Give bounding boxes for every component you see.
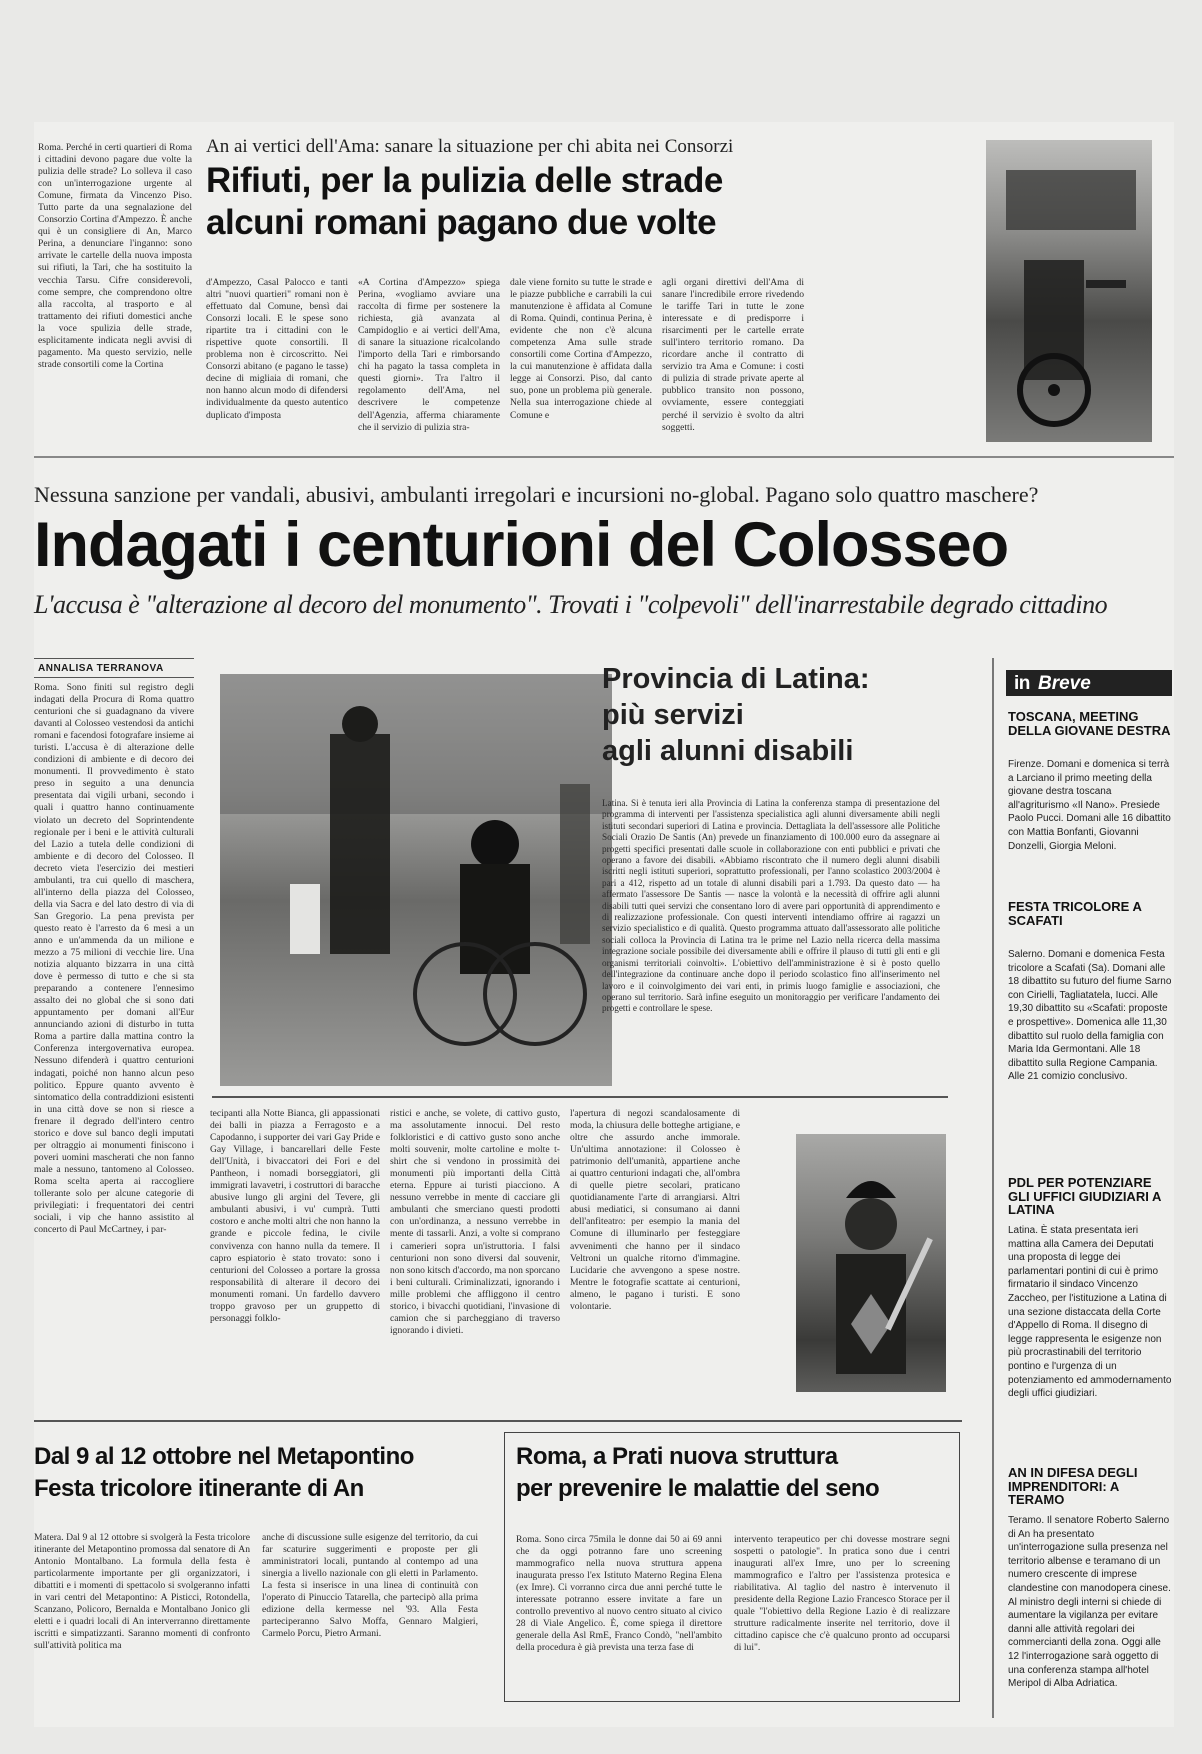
story3-headline-line3: agli alunni disabili xyxy=(602,735,854,767)
story5-col1: Roma. Sono circa 75mila le donne dai 50 ai 69 anni che da oggi potranno fare uno screening mammografico nella nuova struttura appena inaugurata presso l'ex Istituto Materno Regina Elena (ex Imre). Ci vorranno circa due anni perché tutte le interessate potranno essere invitate a fare un controllo preventivo al nuovo centro situato al civico 28 di Viale Angelico. È, come spiega il direttore generale della Asl RmE, Franco Condò, "nell'ambito della procedura è già prevista una terza fase di xyxy=(516,1534,722,1654)
lower-rule xyxy=(34,1420,962,1422)
brief1-head: TOSCANA, MEETING DELLA GIOVANE DESTRA xyxy=(1008,709,1171,738)
story2-subhead: L'accusa è "alterazione al decoro del monumento". Trovati i "colpevoli" dell'inarrestabile degrado cittadino xyxy=(34,590,1108,619)
story4-col2: anche di discussione sulle esigenze del territorio, da cui far scaturire suggerimenti e proposte per gli amministratori locali, puntando al contempo ad una sinergia a livello nazionale con gli eletti in Parlamento. La festa si inserisce in una linea di continuità con l'operato di Pinuccio Tatarella, che partecipò alla prima edizione della kermesse nel '93. Alla Festa parteciperanno Salvo Moffa, Gennaro Malgieri, Carmelo Porcu, Pietro Armani. xyxy=(262,1532,478,1640)
centurion-photo xyxy=(796,1134,946,1392)
byline-rule-bottom xyxy=(34,677,194,678)
story1-headline-line1: Rifiuti, per la pulizia delle strade xyxy=(206,161,723,200)
story5-headline-line1: Roma, a Prati nuova struttura xyxy=(516,1443,838,1470)
in-breve-banner xyxy=(1006,670,1172,696)
story2-col2: tecipanti alla Notte Bianca, gli appassionati dei balli in piazza a Ferragosto e a Capodanno, i supporter dei vari Gay Pride e Gay Village, i bancarellari delle Feste dell'Unità, i bivaccatori dei Fori e del Pantheon, i nomadi borseggiatori, gli immigrati lavavetri, i costruttori di baracche abusive lungo gli argini del Tevere, gli ambulanti abusivi, i vu' cumprà. Tutti costoro e anche molti altri che non hanno la grande e piccole fedina, le civile convivenza con hanno nulla da temere. Il capro espiatorio è stato trovato: sono i centurioni del Colosseo a portare la grossa responsabilità di alterare il decoro dei monumenti romani. Un fardello davvero troppo gravoso per un gruppetto di personaggi folklo- xyxy=(210,1108,380,1324)
divider xyxy=(34,456,1174,458)
story2-col4: l'apertura di negozi scandalosamente di moda, la chiusura delle botteghe artigiane, e oltre che assurdo anche immorale. Un'ultima annotazione: il Colosseo è patrimonio dell'umanità, appartiene anche ai quattro centurioni indagati che, all'ombra di quelle pietre secolari, praticano quotidianamente l'arte di arrangiarsi. Altri abusi mediatici, si consumano ai danni dell'anfiteatro: per esempio la mania del Comune di illuminarlo per festeggiare avvenimenti che hanno per il sindaco Veltroni un qualche ritorno d'immagine. Lucidarie che avvengono a spese nostre. Mentre le fotografie scattate ai centurioni, almeno, le pagano i turisti. E sono volontarie. xyxy=(570,1108,740,1312)
story3-body: Latina. Si è tenuta ieri alla Provincia di Latina la conferenza stampa di presentazione del programma di interventi per l'assistenza specialistica agli alunni diversamente abili negli istituti secondari superiori di Latina e provincia. Dettagliata la dell'assessore alle Politiche Sociali Orazio De Santis (An) prevede un finanziamento di 100.000 euro da assegnare ai progetti specifici presentati dalle scuole in collaborazione con enti pubblici e privati che operano a favore dei disabili. «Abbiamo riscontrato che il numero degli alunni disabili iscritti negli istituti superiori, soprattutto professionali, per l'anno scolastico 2003/2004 è pari a 412, rispetto ad un totale di alunni disabili pari a 1.793. Da questo dato — ha affermato l'assessore De Santis — nasce la volontà e la necessità di offrire agli alunni disabili tutti quei servizi che consentano loro di avere pari opportunità di apprendimento e di realizzazione professionale. Con questi interventi intendiamo offrire ai ragazzi un servizio specialistico e di qualità. Questo programma attuato dall'assessorato alle politiche sociali colloca la Provincia di Latina tra le prime nel Lazio nella ricerca della massima integrazione sociale possibile dei diversamente abili e offrire il plauso di tutti gli enti e gli organismi territoriali coinvolti». L'obiettivo dell'amministrazione è si è posto quello dell'integrazione da continuare anche dopo il periodo scolastico fino all'inserimento nel lavoro e il coinvolgimento dei vari enti, in primis luogo famiglie e associazioni, che operano sul territorio. Sarà infine eseguito un monitoraggio per verificare l'andamento dei progetti e controllare le spese. xyxy=(602,798,940,1014)
wheelchair-photo-graphic xyxy=(220,674,612,1086)
in-breve-label: Breve xyxy=(1038,673,1091,694)
story1-col5: agli organi direttivi dell'Ama di sanare l'incredibile errore rivedendo le tariffe Tari in tutte le zone interessate e di predisporre i risarcimenti per le cartelle errate sull'intero territorio romano. Da ricordare anche il contratto di servizio tra Ama e Comune: i costi di pulizia di strade private aperte al pubblico transito non possono, ovviamente, essere conteggiati perché il servizio è svolto da altri soggetti. xyxy=(662,277,804,433)
brief3-head: PDL PER POTENZIARE GLI UFFICI GIUDIZIARI A LATINA xyxy=(1008,1175,1161,1217)
story5-headline-line2: per prevenire le malattie del seno xyxy=(516,1475,880,1502)
story2-kicker: Nessuna sanzione per vandali, abusivi, ambulanti irregolari e incursioni no-global. Pagano solo quattro maschere? xyxy=(34,482,1039,507)
brief1-body: Firenze. Domani e domenica si terrà a Larciano il primo meeting della giovane destra toscana all'agriturismo «Il Nano». Presiede Paolo Pucci. Domani alle 16 dibattito con Mattia Bonfanti, Giovanni Donzelli, Giorgia Meloni. xyxy=(1008,759,1171,852)
brief3-body: Latina. È stata presentata ieri mattina alla Camera dei Deputati una proposta di legge dei parlamentari pontini di cui è primo firmatario il sindaco Vincenzo Zaccheo, per l'istituzione a Latina di una sezione distaccata della Corte d'Appello di Roma. Il disegno di legge rappresenta le esigenze non più procrastinabili del territorio pontino e l'urgenza di un potenziamento ed ammodernamento degli uffici giudiziari. xyxy=(1008,1225,1172,1400)
story5-col2: intervento terapeutico per chi dovesse mostrare segni sospetti o patologie". In pratica sono due i centri inaugurati all'ex Imre, uno per lo screening mammografico e l'altro per l'assistenza protesica e riabilitativa. Al taglio del nastro è intervenuto il presidente della Regione Lazio Francesco Storace per il quale "l'obiettivo della Regione Lazio è di realizzare strutture radicalmente inserite nel territorio, dove il cittadino capisce che c'è qualcuno pronto ad occuparsi di lui". xyxy=(734,1534,950,1654)
story1-kicker: An ai vertici dell'Ama: sanare la situazione per chi abita nei Consorzi xyxy=(206,136,734,157)
centurion-photo-graphic xyxy=(796,1134,946,1392)
newspaper-page xyxy=(34,122,1174,1727)
story2-col3: ristici e anche, se volete, di cattivo gusto, ma assolutamente innocui. Del resto folkloristici e di cattivo gusto sono anche molti souvenir, molte cartoline e molte t-shirt che si vendono in prossimità dei monumenti più importanti della Città eterna. Eppure ai turisti piacciono. A nessuno verrebbe in mente di cacciare gli ambulanti che smerciano questi prodotti con un'ordinanza, a nessuno verrebbe in mente di tassarli. Anzi, a volte si comprano i camerieri sopra un'istruttoria. I falsi centurioni non sono diversi dal souvenir, non sono kitsch d'accordo, ma non sporcano i beni culturali. Criminalizzati, ignorando i mille problemi che affliggono il centro storico, i bivacchi quotidiani, l'invasione di camion che si parcheggiano di traverso ignorando i divieti. xyxy=(390,1108,560,1336)
story1-col4: dale viene fornito su tutte le strade e le piazze pubbliche e carrabili la cui manutenzione è affidata al Comune di Roma. Quindi, continua Perina, è evidente che non c'è alcuna competenza Ama sulle strade consortili come Cortina d'Ampezzo, la cui manutenzione è affidata dalla legge ai Consorzi. Piso, dal canto suo, pone un problema più generale. Nella sua interrogazione chiede al Comune e xyxy=(510,277,652,421)
wheelchair-photo xyxy=(220,674,612,1086)
story4-col1: Matera. Dal 9 al 12 ottobre si svolgerà la Festa tricolore itinerante del Metapontino promossa dal senatore di An Antonio Montalbano. La formula della festa è particolarmente importante per gli organizzatori, i dibattiti e i momenti di spettacolo si svolgeranno infatti in vari centri del Metapontino: A Pisticci, Rotondella, Scanzano, Policoro, Bernalda e Montalbano Jonico gli eletti e i quadri locali di An interverranno direttamente iscritti e simpatizzanti. Saranno momenti di confronto sull'attività politica ma xyxy=(34,1532,250,1652)
story1-col2: d'Ampezzo, Casal Palocco e tanti altri "nuovi quartieri" romani non è effettuato dal Comune, bensì dai Consorzi locali. E le spese sono ripartite tra i cittadini con le rispettive quote consortili. Il problema non è circoscritto. Nei Consorzi abitano (e pagano le tasse) decine di migliaia di romani, che non hanno alcun modo di difendersi individualmente da questo autentico duplicato d'imposta xyxy=(206,277,348,421)
story4-headline-line2: Festa tricolore itinerante di An xyxy=(34,1475,364,1502)
byline: ANNALISA TERRANOVA xyxy=(38,663,164,674)
brief4-body: Teramo. Il senatore Roberto Salerno di An ha presentato un'interrogazione sulla presenza nel territorio albense e teramano di un numero crescente di imprese clandestine con manodopera cinese. Al ministro degli interni si chiede di aumentare la vigilanza per evitare danni alle attività regolari dei commercianti della zona. Oggi alle 12 l'interrogazione sarà oggetto di una conferenza stampa all'hotel Meripol di Alba Adriatica. xyxy=(1008,1515,1171,1690)
brief2-head: FESTA TRICOLORE A SCAFATI xyxy=(1008,899,1142,928)
byline-rule xyxy=(34,658,194,659)
story3-headline-line1: Provincia di Latina: xyxy=(602,663,870,695)
brief4-head: AN IN DIFESA DEGLI IMPRENDITORI: A TERAMO xyxy=(1008,1465,1138,1507)
story3-bottom-rule xyxy=(212,1096,948,1098)
story4-headline-line1: Dal 9 al 12 ottobre nel Metapontino xyxy=(34,1443,414,1470)
brief2-body: Salerno. Domani e domenica Festa tricolore a Scafati (Sa). Domani alle 18 dibattito su futuro del fiume Sarno con Cirielli, Tagliatatela, Iucci. Alle 19,30 dibattito su «Scafati: proposte e prospettive». Domenica alle 11,30 dibattito sul ruolo della famiglia con Maria Ida Germontani. Alle 18 dibattito sulla Regione Campania. Alle 21 comizio conclusivo. xyxy=(1008,949,1172,1083)
story3-headline-line2: più servizi xyxy=(602,699,744,731)
story2-col1: Roma. Sono finiti sul registro degli indagati della Procura di Roma quattro centurioni che si guadagnano da vivere davanti al Colosseo vestendosi da antichi romani e facendosi fotografare insieme ai turisti. L'accusa è di alterazione delle condizioni di ambiente e di decoro dei monumenti. Il provvedimento è stato preso in seguito a una denuncia presentata dai vigili urbani, secondo i quali i quattro hanno continuamente violato un decreto del Soprintendente regionale per i beni e le attività culturali del Lazio a tutela delle condizioni di ambiente e di decoro del Colosseo. Il decreto vieta l'esercizio dei mestieri ambulanti, tra cui quello di maschera, all'interno della piazza del Colosseo, della via Sacra e del lato destro di via di San Gregorio. La pena prevista per questo reato è l'arresto da 6 mesi a un anno e un'ammenda da un milione e mezzo a 75 milioni di vecchie lire. Una notizia alquanto bizzarra in una città dove è permesso di tutto e che si sta preparando a contenere l'ennesimo assalto dei no global che si sono dati appuntamento per domani all'Eur annunciando azioni di disturbo in tutta Roma a partire dalla mattina contro la Conferenza intergovernativa europea. Nessuno difenderà i quattro centurioni indagati, poiché non hanno alcun peso politico. Eppure quanto avvento è sintomatico della contraddizioni esistenti in una città dove se non si riesce a frenare il degrado dell'intero centro storico e dove sul banco degli imputati per oltraggio ai monumenti finiscono i poveri uomini mascherati che non fanno male a nessuno, tantomeno al Colosseo. Roma scelta aperta ai raccogliere tollerante solo per alcune categorie di privilegiati: i frequentatori dei centri sociali, i vip che hanno assistito al concerto di Paul McCartney, i par- xyxy=(34,682,194,1236)
story1-col3: «A Cortina d'Ampezzo» spiega Perina, «vogliamo avviare una raccolta di firme per sostenere la richiesta, già avanzata al Campidoglio e ai vertici dell'Ama, di sanare la situazione ricalcolando l'importo della Tari e rimborsando chi ha pagato la tassa completa in questi giorni». Tra l'altro il regolamento dell'Ama, nel descrivere le competenze dell'Agenzia, afferma chiaramente che il servizio di pulizia stra- xyxy=(358,277,500,433)
story1-headline-line2: alcuni romani pagano due volte xyxy=(206,203,717,242)
story2-headline: Indagati i centurioni del Colosseo xyxy=(34,510,1009,580)
story1-col1: Roma. Perché in certi quartieri di Roma i cittadini devono pagare due volte la pulizia delle strade? Lo solleva il caso con un'interrogazione urgente al Comune, firmata da Vincenzo Piso. Tutto parte da una segnalazione del Consorzio Cortina d'Ampezzo. È anche qui è un consigliere di An, Marco Perina, a denunciare l'inganno: sono arrivate le cartelle della nuova imposta sui rifiuti, la Tari, che ha sostituito la vecchia Tarsu. Cifre considerevoli, come sempre, che comprendono oltre alla raccolta, al trasporto e al trattamento dei rifiuti domestici anche la voce spulizia delle strade, esplicitamente indicata negli avvisi di pagamento. Ma questo servizio, nelle strade consortili come la Cortina xyxy=(38,142,192,370)
cart-photo-graphic xyxy=(986,140,1152,442)
sidebar-rule xyxy=(992,658,994,1718)
story1-photo xyxy=(986,140,1152,442)
in-breve-in: in xyxy=(1014,673,1030,694)
